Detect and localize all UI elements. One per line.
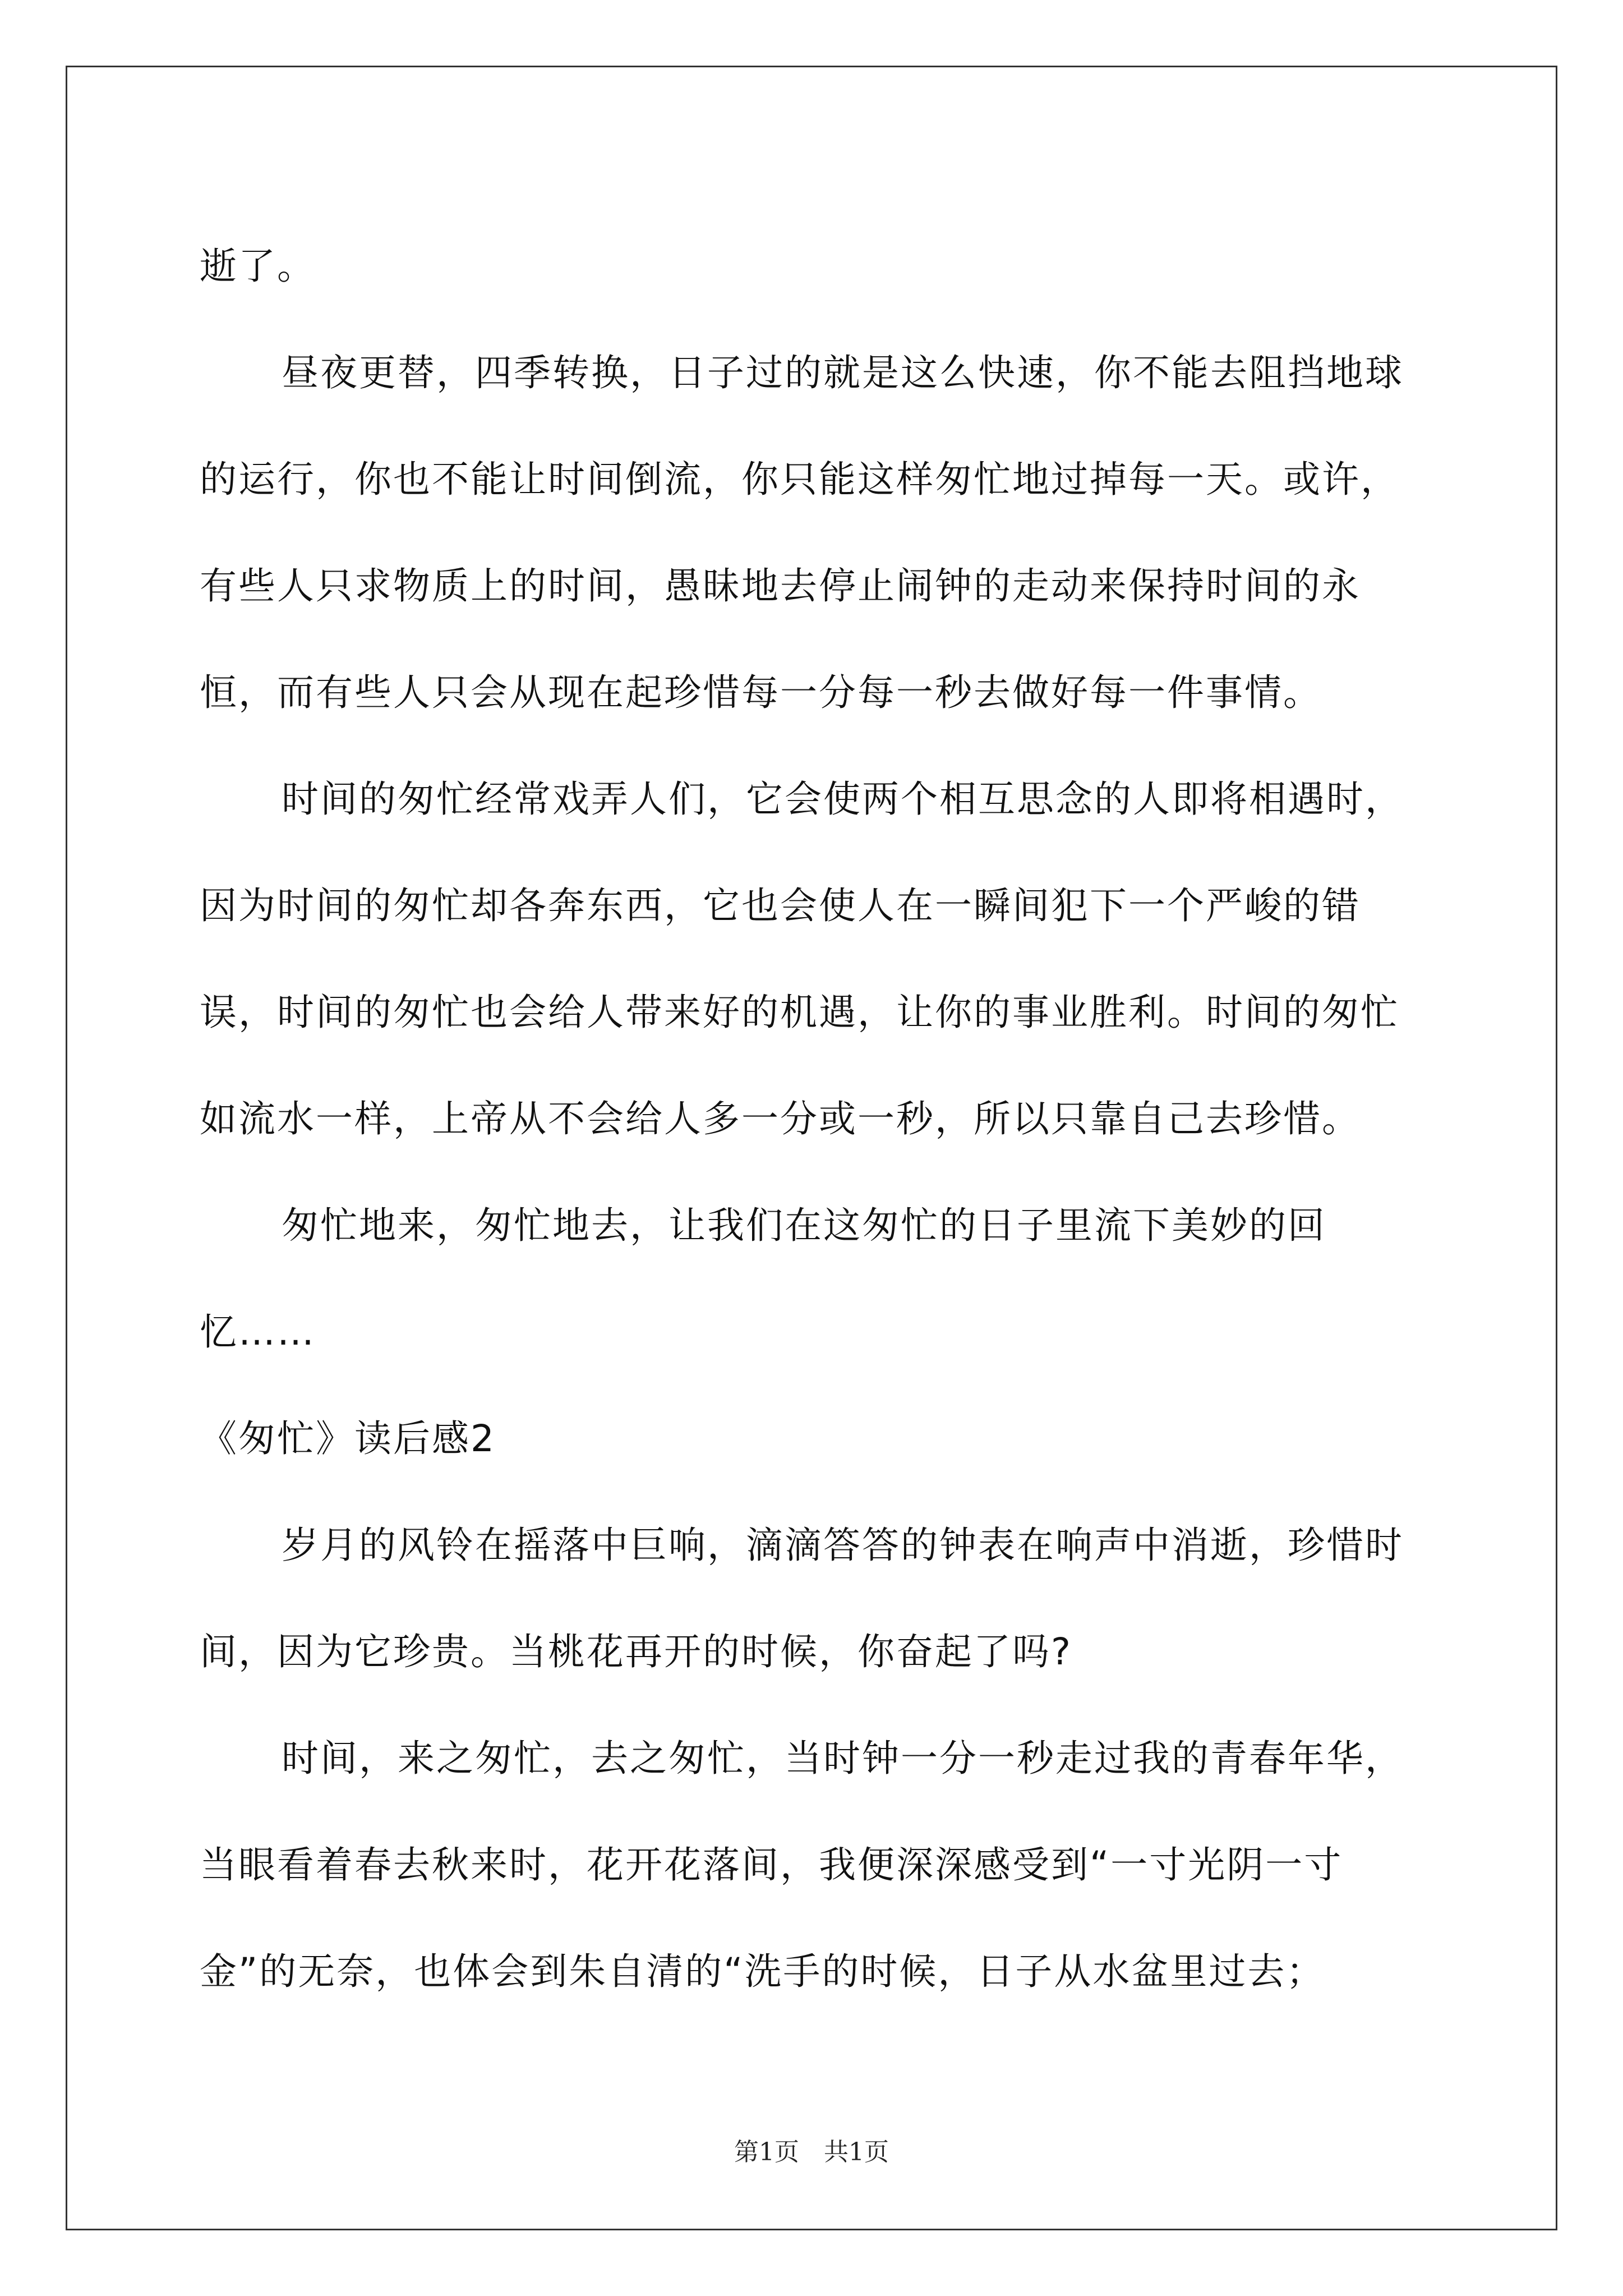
paragraph: 匆忙地来，匆忙地去，让我们在这匆忙的日子里流下美妙的回忆…… [200, 1204, 1326, 1354]
paragraph: 昼夜更替，四季转换，日子过的就是这么快速，你不能去阻挡地球的运行，你也不能让时间倒流，你只能这样匆忙地过掉每一天。或许，有些人只求物质上的时间，愚昧地去停止闹钟的走动来保持时间的永恒，而有些人只会从现在起珍惜每一分每一秒去做好每一件事情。 [200, 351, 1404, 714]
document-body [200, 213, 1433, 2025]
paragraph: 时间的匆忙经常戏弄人们，它会使两个相互思念的人即将相遇时，因为时间的匆忙却各奔东西，它也会使人在一瞬间犯下一个严峻的错误，时间的匆忙也会给人带来好的机遇，让你的事业胜利。时间的匆忙如流水一样，上帝从不会给人多一分或一秒，所以只靠自己去珍惜。 [200, 777, 1404, 1140]
section-title: 《匆忙》读后感2 [200, 1417, 496, 1460]
page-number-footer: 第1页 共1页 [734, 2138, 889, 2166]
paragraph: 逝了。 [200, 245, 316, 288]
paragraph: 时间，来之匆忙，去之匆忙，当时钟一分一秒走过我的青春年华，当眼看着春去秋来时，花开花落间，我便深深感受到“一寸光阴一寸金”的无奈，也体会到朱自清的“洗手的时候，日子从水盆里过去； [200, 1737, 1404, 1993]
paragraph: 岁月的风铃在摇落中巨响，滴滴答答的钟表在响声中消逝，珍惜时间，因为它珍贵。当桃花再开的时候，你奋起了吗? [200, 1524, 1404, 1673]
